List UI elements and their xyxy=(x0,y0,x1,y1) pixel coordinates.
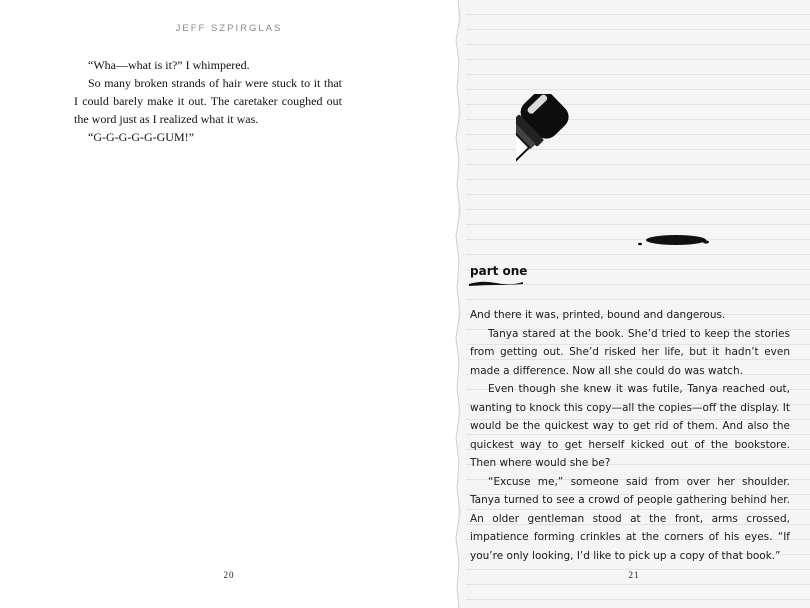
torn-paper-edge xyxy=(452,0,466,608)
paragraph: So many broken strands of hair were stuck to it that I could barely make it out. The caretaker coughed out the word just as I realized what it was. xyxy=(74,76,342,126)
paragraph: And there it was, printed, bound and dangerous. xyxy=(470,309,726,321)
left-page-body xyxy=(74,56,342,146)
heading-underline-swash xyxy=(468,279,524,287)
running-head: JEFF SZPIRGLAS xyxy=(175,23,283,34)
page-number-right: 21 xyxy=(628,570,640,580)
paragraph: “G-G-G-G-G-GUM!” xyxy=(88,130,194,144)
paragraph: Even though she knew it was futile, Tanya reached out, wanting to knock this copy—all the copies—off the display. It would be the quickest way to get rid of them. And also the quickest way to get herself kicked out of the bookstore. Then where would she be? xyxy=(470,383,790,469)
paragraph: Tanya stared at the book. She’d tried to keep the stories from getting out. She’d risked her life, but it hadn’t even made a difference. Now all she could do was watch. xyxy=(470,327,790,377)
ink-dropper-icon xyxy=(516,94,710,252)
paragraph: “Wha—what is it?” I whimpered. xyxy=(88,58,250,72)
part-heading: part one xyxy=(470,264,528,278)
page-number-left: 20 xyxy=(223,570,235,580)
paragraph: “Excuse me,” someone said from over her shoulder. Tanya turned to see a crowd of people gathering behind her. An older gentleman stood at the front, arms crossed, impatience forming crinkles at the corners of his eyes. “If you’re only looking, I’d like to pick up a copy of that book.” xyxy=(470,475,790,562)
right-page-body xyxy=(470,306,790,565)
